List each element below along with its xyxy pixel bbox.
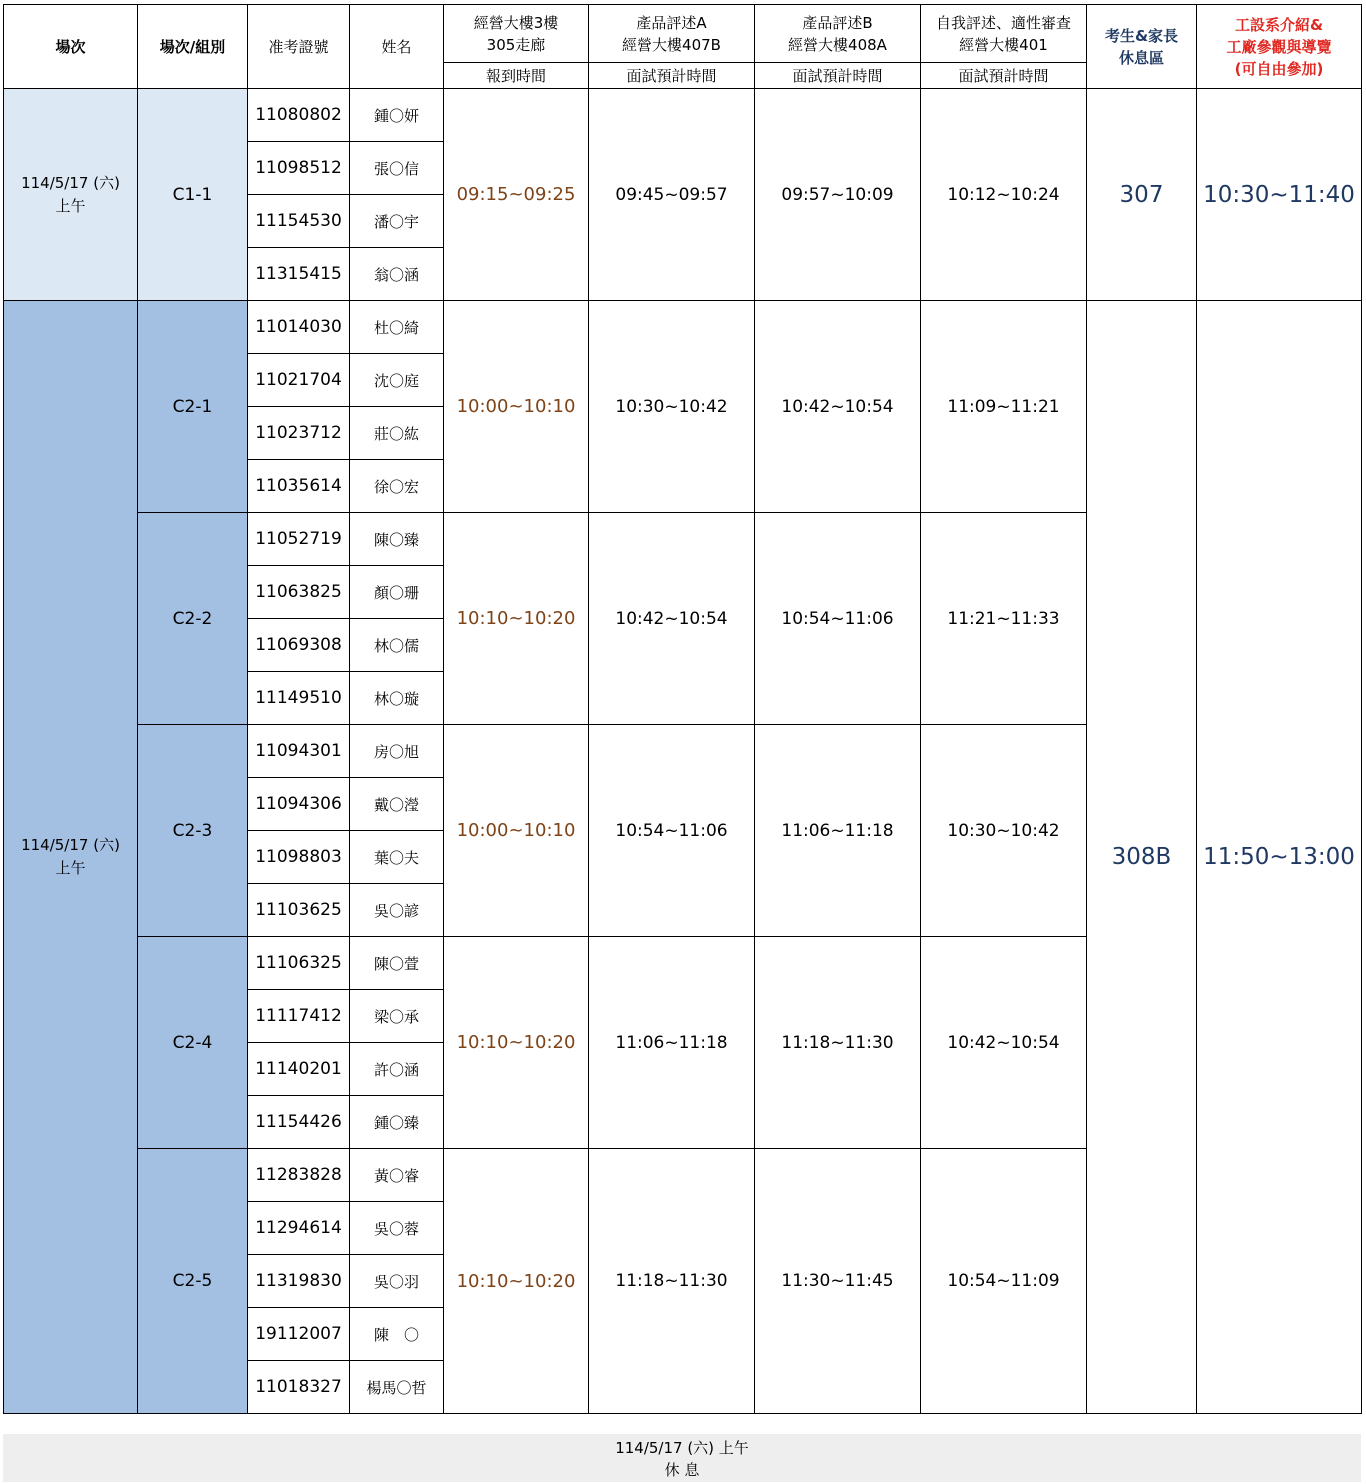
group-label: C2-3 bbox=[138, 725, 248, 937]
exam-id: 11021704 bbox=[248, 354, 350, 407]
exam-id: 11098803 bbox=[248, 831, 350, 884]
candidate-name: 潘〇宇 bbox=[350, 195, 444, 248]
exam-id: 11319830 bbox=[248, 1255, 350, 1308]
session-date: 114/5/17 (六) bbox=[21, 173, 120, 192]
header-self-review bbox=[921, 5, 1087, 63]
candidate-name: 莊〇紘 bbox=[350, 407, 444, 460]
interview-time-a: 11:18~11:30 bbox=[589, 1149, 755, 1414]
candidate-name: 吳〇諺 bbox=[350, 884, 444, 937]
exam-id: 11315415 bbox=[248, 248, 350, 301]
group-label: C2-1 bbox=[138, 301, 248, 513]
session-cell bbox=[4, 301, 138, 1414]
rest-area-room: 308B bbox=[1087, 301, 1197, 1414]
intro-tour-line1: 工設系介紹& bbox=[1234, 15, 1324, 34]
candidate-name: 鍾〇妍 bbox=[350, 89, 444, 142]
candidate-name: 陳 〇 bbox=[350, 1308, 444, 1361]
interview-time-self: 11:21~11:33 bbox=[921, 513, 1087, 725]
header-session-group: 場次/組別 bbox=[138, 5, 248, 89]
header-session: 場次 bbox=[4, 5, 138, 89]
header-name: 姓名 bbox=[350, 5, 444, 89]
interview-time-self: 10:30~10:42 bbox=[921, 725, 1087, 937]
table-row bbox=[4, 89, 1362, 142]
exam-id: 11106325 bbox=[248, 937, 350, 990]
candidate-name: 沈〇庭 bbox=[350, 354, 444, 407]
footer-break-label: 休 息 bbox=[664, 1461, 700, 1479]
interview-time-a: 10:54~11:06 bbox=[589, 725, 755, 937]
report-time: 10:00~10:10 bbox=[444, 301, 589, 513]
session-period: 上午 bbox=[55, 859, 86, 877]
footer-date: 114/5/17 (六) 上午 bbox=[615, 1439, 749, 1457]
interview-time-b: 09:57~10:09 bbox=[755, 89, 921, 301]
interview-time-a: 11:06~11:18 bbox=[589, 937, 755, 1149]
candidate-name: 張〇信 bbox=[350, 142, 444, 195]
candidate-name: 林〇璇 bbox=[350, 672, 444, 725]
header-exam-id: 准考證號 bbox=[248, 5, 350, 89]
session-period: 上午 bbox=[55, 196, 86, 215]
product-b-line1: 產品評述B bbox=[802, 13, 873, 32]
header-product-b bbox=[755, 5, 921, 63]
candidate-name: 顏〇珊 bbox=[350, 566, 444, 619]
candidate-name: 鍾〇臻 bbox=[350, 1096, 444, 1149]
header-intro-tour bbox=[1197, 5, 1362, 89]
interview-time-self: 10:42~10:54 bbox=[921, 937, 1087, 1149]
exam-id: 11294614 bbox=[248, 1202, 350, 1255]
break-footer bbox=[3, 1434, 1361, 1482]
schedule-table bbox=[3, 4, 1362, 1414]
exam-id: 19112007 bbox=[248, 1308, 350, 1361]
intro-tour-line2: 工廠參觀與導覽 bbox=[1226, 37, 1332, 56]
product-a-line1: 產品評述A bbox=[636, 13, 707, 32]
exam-id: 11149510 bbox=[248, 672, 350, 725]
tour-time: 11:50~13:00 bbox=[1197, 301, 1362, 1414]
self-review-line1: 自我評述、適性審查 bbox=[935, 13, 1071, 32]
rest-area-room: 307 bbox=[1087, 89, 1197, 301]
table-row bbox=[4, 301, 1362, 354]
report-time: 09:15~09:25 bbox=[444, 89, 589, 301]
interview-time-self: 10:12~10:24 bbox=[921, 89, 1087, 301]
exam-id: 11063825 bbox=[248, 566, 350, 619]
interview-time-b: 11:30~11:45 bbox=[755, 1149, 921, 1414]
intro-tour-line3: (可自由參加) bbox=[1234, 59, 1324, 78]
report-location-line2: 305走廊 bbox=[486, 35, 546, 54]
exam-id: 11094306 bbox=[248, 778, 350, 831]
exam-id: 11103625 bbox=[248, 884, 350, 937]
header-interview-time-a: 面試預計時間 bbox=[589, 63, 755, 89]
interview-time-b: 11:06~11:18 bbox=[755, 725, 921, 937]
tour-time: 10:30~11:40 bbox=[1197, 89, 1362, 301]
session-cell bbox=[4, 89, 138, 301]
interview-time-self: 10:54~11:09 bbox=[921, 1149, 1087, 1414]
report-location-line1: 經營大樓3樓 bbox=[473, 13, 559, 32]
interview-time-a: 10:42~10:54 bbox=[589, 513, 755, 725]
candidate-name: 陳〇臻 bbox=[350, 513, 444, 566]
self-review-line2: 經營大樓401 bbox=[959, 35, 1048, 54]
report-time: 10:00~10:10 bbox=[444, 725, 589, 937]
candidate-name: 房〇旭 bbox=[350, 725, 444, 778]
candidate-name: 翁〇涵 bbox=[350, 248, 444, 301]
rest-area-line2: 休息區 bbox=[1118, 48, 1164, 67]
exam-id: 11035614 bbox=[248, 460, 350, 513]
report-time: 10:10~10:20 bbox=[444, 937, 589, 1149]
exam-id: 11069308 bbox=[248, 619, 350, 672]
group-label: C2-4 bbox=[138, 937, 248, 1149]
group-label: C1-1 bbox=[138, 89, 248, 301]
exam-id: 11154426 bbox=[248, 1096, 350, 1149]
exam-id: 11154530 bbox=[248, 195, 350, 248]
exam-id: 11080802 bbox=[248, 89, 350, 142]
exam-id: 11283828 bbox=[248, 1149, 350, 1202]
interview-time-self: 11:09~11:21 bbox=[921, 301, 1087, 513]
product-b-line2: 經營大樓408A bbox=[788, 35, 887, 54]
group-label: C2-5 bbox=[138, 1149, 248, 1414]
candidate-name: 戴〇瀅 bbox=[350, 778, 444, 831]
exam-id: 11094301 bbox=[248, 725, 350, 778]
report-time: 10:10~10:20 bbox=[444, 513, 589, 725]
candidate-name: 林〇儒 bbox=[350, 619, 444, 672]
interview-time-a: 09:45~09:57 bbox=[589, 89, 755, 301]
candidate-name: 葉〇夫 bbox=[350, 831, 444, 884]
exam-id: 11014030 bbox=[248, 301, 350, 354]
exam-id: 11098512 bbox=[248, 142, 350, 195]
group-label: C2-2 bbox=[138, 513, 248, 725]
candidate-name: 杜〇綺 bbox=[350, 301, 444, 354]
candidate-name: 徐〇宏 bbox=[350, 460, 444, 513]
header-interview-time-b: 面試預計時間 bbox=[755, 63, 921, 89]
header-interview-time-self: 面試預計時間 bbox=[921, 63, 1087, 89]
interview-time-b: 10:54~11:06 bbox=[755, 513, 921, 725]
candidate-name: 楊馬〇哲 bbox=[350, 1361, 444, 1414]
header-report-location bbox=[444, 5, 589, 63]
header-rest-area bbox=[1087, 5, 1197, 89]
header-product-a bbox=[589, 5, 755, 63]
candidate-name: 許〇涵 bbox=[350, 1043, 444, 1096]
header-report-time: 報到時間 bbox=[444, 63, 589, 89]
candidate-name: 吳〇羽 bbox=[350, 1255, 444, 1308]
candidate-name: 陳〇萱 bbox=[350, 937, 444, 990]
candidate-name: 吳〇蓉 bbox=[350, 1202, 444, 1255]
rest-area-line1: 考生&家長 bbox=[1104, 26, 1179, 45]
exam-id: 11117412 bbox=[248, 990, 350, 1043]
candidate-name: 黃〇睿 bbox=[350, 1149, 444, 1202]
interview-time-b: 10:42~10:54 bbox=[755, 301, 921, 513]
exam-id: 11018327 bbox=[248, 1361, 350, 1414]
exam-id: 11052719 bbox=[248, 513, 350, 566]
exam-id: 11140201 bbox=[248, 1043, 350, 1096]
session-date: 114/5/17 (六) bbox=[21, 836, 120, 854]
exam-id: 11023712 bbox=[248, 407, 350, 460]
interview-time-b: 11:18~11:30 bbox=[755, 937, 921, 1149]
product-a-line2: 經營大樓407B bbox=[622, 35, 721, 54]
report-time: 10:10~10:20 bbox=[444, 1149, 589, 1414]
interview-time-a: 10:30~10:42 bbox=[589, 301, 755, 513]
candidate-name: 梁〇承 bbox=[350, 990, 444, 1043]
